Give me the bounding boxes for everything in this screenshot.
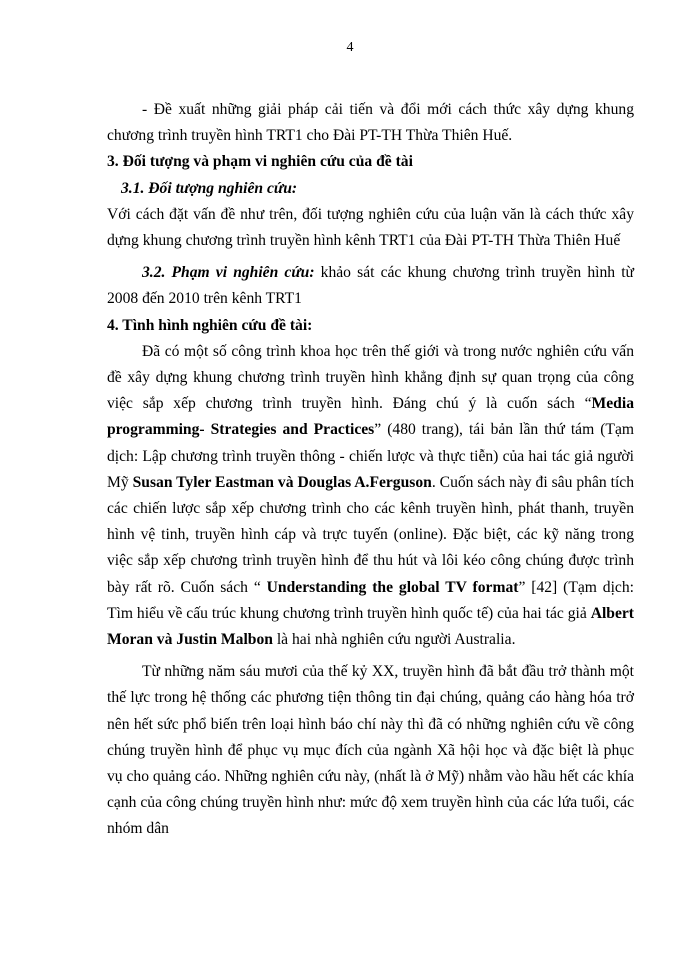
text-run: . Cuốn sách này đi sâu phân tích các chiến lược sắp xếp chương trình cho các kênh truyền hình, phát thanh, truyền hình vệ tinh, truyền hình cáp và trực tuyến (online). Đặc biệt, các kỹ năng trong việc sắp xếp chương trình truyền hình để thu hút và lôi kéo công chúng được trình bày rất rõ. Cuốn sách “	[107, 473, 634, 596]
text-run: ” (480 trang), tái bản lần thứ tám (Tạm dịch: Lập chương trình truyền thông - chiến lược và thực tiễn) của hai tác giả người Mỹ	[107, 421, 634, 491]
paragraph-tv-history: Từ những năm sáu mươi của thế kỷ XX, truyền hình đã bắt đầu trở thành một thế lực trong hệ thống các phương tiện thông tin đại chúng, quảng cáo hàng hóa trở nên hết sức phổ biến trên loại hình báo chí này thì đã có những nghiên cứu về công chúng truyền hình để phục vụ mục đích của ngành Xã hội học và đặc biệt là phục vụ cho quảng cáo. Những nghiên cứu này, (nhất là ở Mỹ) nhằm vào hầu hết các khía cạnh của công chúng truyền hình như: mức độ xem truyền hình của các lứa tuổi, các nhóm dân	[107, 663, 634, 838]
authors-moran-malbon: Albert Moran và Justin Malbon	[107, 604, 634, 649]
paragraph-research-object: Với cách đặt vấn đề như trên, đối tượng nghiên cứu của luận văn là cách thức xây dựng khung chương trình truyền hình kênh TRT1 của Đài PT-TH Thừa Thiên Huế	[107, 205, 634, 250]
paragraph-proposal: - Đề xuất những giải pháp cải tiến và đổi mới cách thức xây dựng khung chương trình truyền hình TRT1 cho Đài PT-TH Thừa Thiên Huế.	[107, 101, 634, 145]
heading-3-2: 3.2. Phạm vi nghiên cứu:	[142, 264, 315, 282]
paragraph-literature-review	[107, 339, 634, 653]
authors-eastman-ferguson: Susan Tyler Eastman và Douglas A.Ferguson	[132, 473, 432, 491]
book-title-global-tv-format: Understanding the global TV format	[266, 578, 519, 596]
document-body	[107, 97, 634, 843]
heading-3-1: 3.1. Đối tượng nghiên cứu:	[121, 179, 298, 197]
book-title-media-programming: Media programming- Strategies and Practices	[107, 395, 634, 439]
text-run: Đã có một số công trình khoa học trên thế giới và trong nước nghiên cứu vấn đề xây dựng khung chương trình truyền hình khẳng định sự quan trọng của công việc sắp xếp chương trình truyền hình. Đáng chú ý là cuốn sách “	[107, 342, 634, 413]
page-number: 4	[346, 40, 354, 55]
heading-section-4: 4. Tình hình nghiên cứu đề tài:	[107, 316, 313, 334]
text-run: là hai nhà nghiên cứu người Australia.	[272, 631, 516, 649]
text-run: ” [42] (Tạm dịch: Tìm hiểu về cấu trúc khung chương trình truyền hình quốc tế) của hai tác giả	[107, 578, 634, 622]
paragraph-research-scope	[107, 260, 634, 312]
scope-text: khảo sát các khung chương trình truyền hình từ 2008 đến 2010 trên kênh TRT1	[107, 264, 634, 308]
heading-section-3: 3. Đối tượng và phạm vi nghiên cứu của đề tài	[107, 153, 413, 171]
